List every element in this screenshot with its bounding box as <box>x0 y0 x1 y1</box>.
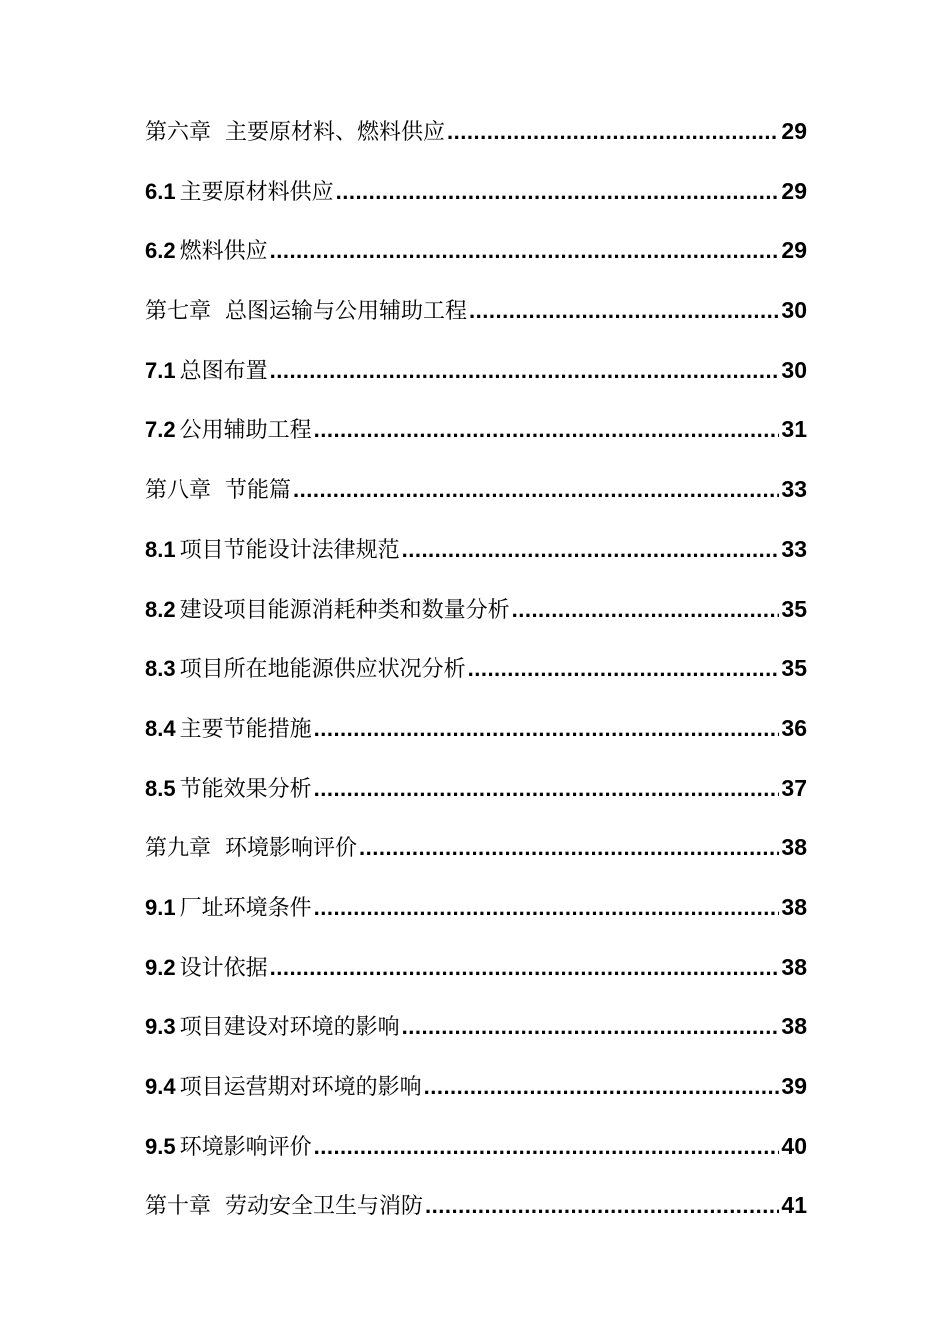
toc-entry-number: 8.4 <box>145 715 176 741</box>
dot-leader <box>359 818 779 878</box>
toc-entry-8-3[interactable] <box>145 639 807 699</box>
toc-entry-number: 第八章 <box>145 478 212 504</box>
dot-leader <box>314 759 780 819</box>
dot-leader <box>447 102 779 162</box>
toc-page-number: 40 <box>781 1132 807 1159</box>
toc-entry-number: 第六章 <box>145 120 212 145</box>
toc-entry-9-5[interactable] <box>145 1117 807 1177</box>
toc-entry-chapter-10[interactable] <box>145 1176 807 1236</box>
dot-leader <box>512 580 780 640</box>
dot-leader <box>424 1057 780 1117</box>
toc-entry-text: 主要节能措施 <box>179 716 312 742</box>
toc-entry-number: 7.1 <box>145 357 176 383</box>
toc-entry-9-1[interactable] <box>145 878 807 938</box>
toc-entry-number: 6.1 <box>145 178 176 204</box>
toc-page-number: 41 <box>781 1192 807 1219</box>
toc-entry-number: 8.5 <box>145 775 176 801</box>
toc-entry-8-4[interactable] <box>145 699 807 759</box>
table-of-contents <box>145 102 807 1236</box>
toc-entry-chapter-8[interactable] <box>145 460 807 520</box>
toc-entry-9-3[interactable] <box>145 997 807 1057</box>
toc-entry-text: 厂址环境条件 <box>179 895 312 921</box>
toc-entry-number: 第七章 <box>145 299 212 325</box>
toc-page-number: 38 <box>781 834 807 861</box>
toc-entry-text: 项目所在地能源供应状况分析 <box>179 657 466 683</box>
dot-leader <box>314 878 780 938</box>
toc-entry-title <box>145 878 312 939</box>
toc-page-number: 36 <box>781 714 807 741</box>
toc-entry-number: 7.2 <box>145 417 176 443</box>
toc-entry-title <box>145 938 268 999</box>
toc-entry-text: 节能效果分析 <box>179 776 312 802</box>
toc-entry-text: 设计依据 <box>179 955 268 981</box>
toc-page-number: 29 <box>781 118 807 144</box>
toc-entry-number: 9.4 <box>145 1074 176 1099</box>
dot-leader <box>425 1176 779 1236</box>
dot-leader <box>293 460 779 520</box>
toc-page-number: 33 <box>781 535 807 562</box>
toc-entry-text: 主要原材料供应 <box>179 179 334 205</box>
toc-entry-chapter-6[interactable] <box>145 102 807 162</box>
toc-entry-chapter-7[interactable] <box>145 281 807 341</box>
toc-entry-number: 9.2 <box>145 954 176 980</box>
toc-page-number: 38 <box>781 893 807 920</box>
toc-entry-text: 总图运输与公用辅助工程 <box>225 299 468 325</box>
toc-entry-number: 第十章 <box>145 1194 212 1220</box>
toc-entry-title <box>145 639 466 700</box>
toc-entry-text: 项目节能设计法律规范 <box>179 537 400 563</box>
toc-entry-title <box>145 520 400 581</box>
toc-entry-number: 9.3 <box>145 1014 176 1040</box>
toc-entry-text: 环境影响评价 <box>225 836 358 862</box>
toc-entry-number: 8.3 <box>145 656 176 682</box>
toc-entry-title <box>145 1057 422 1118</box>
toc-page-number: 37 <box>781 774 807 801</box>
dot-leader <box>314 699 780 759</box>
toc-entry-8-1[interactable] <box>145 520 807 580</box>
toc-entry-7-1[interactable] <box>145 341 807 401</box>
toc-entry-title <box>145 400 312 461</box>
toc-entry-text: 项目建设对环境的影响 <box>179 1015 400 1041</box>
toc-entry-title <box>145 461 291 521</box>
toc-entry-6-2[interactable] <box>145 221 807 281</box>
toc-entry-text: 项目运营期对环境的影响 <box>179 1075 422 1100</box>
toc-entry-title <box>145 580 510 641</box>
dot-leader <box>314 400 780 460</box>
toc-entry-number: 第九章 <box>145 836 212 862</box>
toc-page-number: 35 <box>781 655 807 682</box>
toc-entry-text: 主要原材料、燃料供应 <box>225 120 446 145</box>
toc-entry-number: 6.2 <box>145 238 176 264</box>
toc-page-number: 38 <box>781 1013 807 1040</box>
dot-leader <box>270 938 780 998</box>
toc-entry-title <box>145 699 312 760</box>
toc-entry-6-1[interactable] <box>145 162 807 222</box>
dot-leader <box>402 520 780 580</box>
dot-leader <box>314 1117 780 1177</box>
dot-leader <box>336 162 780 222</box>
toc-entry-chapter-9[interactable] <box>145 818 807 878</box>
dot-leader <box>270 341 780 401</box>
toc-entry-text: 公用辅助工程 <box>179 418 312 444</box>
dot-leader <box>402 997 780 1057</box>
toc-entry-number: 9.1 <box>145 894 176 920</box>
dot-leader <box>469 281 779 341</box>
toc-entry-title <box>145 1177 423 1237</box>
toc-entry-text: 环境影响评价 <box>179 1134 312 1160</box>
toc-entry-title <box>145 1117 312 1178</box>
toc-page-number: 29 <box>781 177 807 204</box>
toc-entry-title <box>145 162 334 223</box>
toc-entry-text: 劳动安全卫生与消防 <box>225 1194 424 1220</box>
toc-page-number: 33 <box>781 476 807 503</box>
toc-entry-number: 9.5 <box>145 1133 176 1159</box>
toc-page-number: 39 <box>781 1073 807 1099</box>
toc-entry-text: 燃料供应 <box>179 239 268 265</box>
toc-entry-text: 建设项目能源消耗种类和数量分析 <box>179 597 510 623</box>
dot-leader <box>270 221 780 281</box>
toc-page-number: 35 <box>781 595 807 622</box>
toc-entry-title <box>145 997 400 1058</box>
toc-entry-number: 8.2 <box>145 596 176 622</box>
toc-entry-9-2[interactable] <box>145 938 807 998</box>
toc-entry-title <box>145 282 467 342</box>
toc-page-number: 38 <box>781 953 807 980</box>
toc-entry-8-2[interactable] <box>145 580 807 640</box>
toc-page-number: 31 <box>781 416 807 443</box>
toc-entry-text: 节能篇 <box>225 478 292 504</box>
toc-entry-7-2[interactable] <box>145 400 807 460</box>
toc-entry-title <box>145 103 445 163</box>
toc-entry-title <box>145 221 268 282</box>
toc-entry-text: 总图布置 <box>179 358 268 384</box>
toc-entry-title <box>145 759 312 820</box>
toc-page-number: 30 <box>781 297 807 324</box>
toc-page-number: 29 <box>781 237 807 264</box>
dot-leader <box>468 639 780 699</box>
toc-entry-number: 8.1 <box>145 536 176 562</box>
toc-entry-8-5[interactable] <box>145 759 807 819</box>
toc-entry-title <box>145 819 357 879</box>
toc-page-number: 30 <box>781 356 807 383</box>
toc-entry-9-4[interactable] <box>145 1057 807 1117</box>
toc-entry-title <box>145 341 268 402</box>
